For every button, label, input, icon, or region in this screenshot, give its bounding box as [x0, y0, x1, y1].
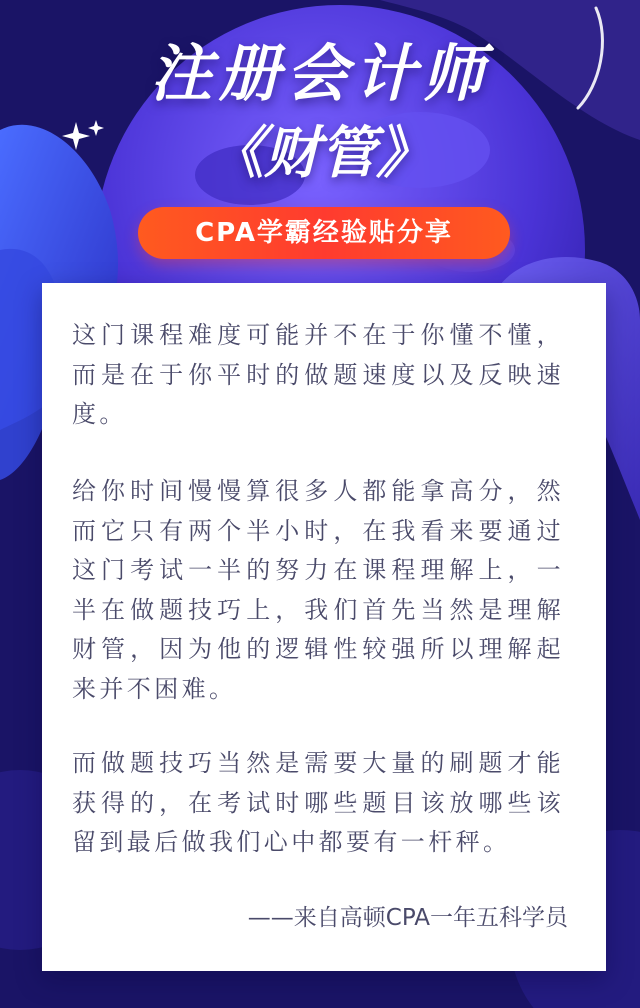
paragraph-3: 而做题技巧当然是需要大量的刷题才能获得的，在考试时哪些题目该放哪些该留到最后做我们心中都要有一杆秤。: [72, 749, 564, 856]
signature: ——来自高顿CPA一年五科学员: [247, 905, 568, 931]
paragraph-1: 这门课程难度可能并不在于你懂不懂，而是在于你平时的做题速度以及反映速度。: [72, 321, 564, 428]
page-subtitle: 《财管》: [208, 121, 432, 186]
paragraph-2: 给你时间慢慢算很多人都能拿高分，然而它只有两个半小时，在我看来要通过这门考试一半的努力在课程理解上，一半在做题技巧上，我们首先当然是理解财管，因为他的逻辑性较强所以理解起来并不困难。: [72, 477, 564, 703]
page-title: 注册会计师: [149, 37, 490, 110]
share-banner: CPA学霸经验贴分享: [138, 207, 510, 259]
